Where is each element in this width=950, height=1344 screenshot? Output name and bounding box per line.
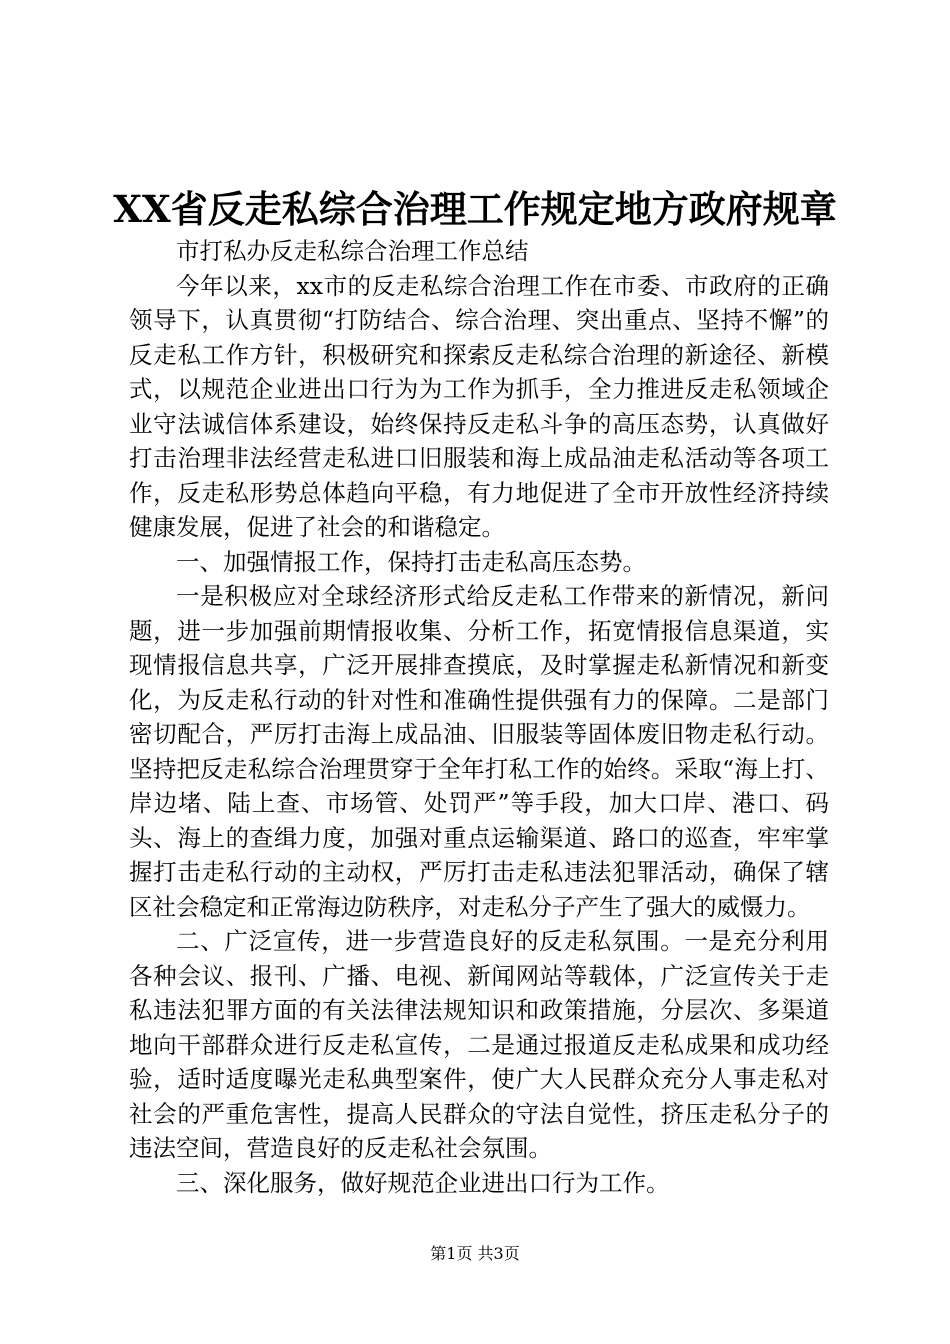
section-heading-3: 三、深化服务，做好规范企业进出口行为工作。	[176, 1168, 670, 1197]
section-heading-1: 一、加强情报工作，保持打击走私高压态势。	[176, 547, 646, 576]
paragraph-section-1: 一是积极应对全球经济形式给反走私工作带来的新情况，新问题，进一步加强前期情报收集、分析工作，拓宽情报信息渠道，实现情报信息共享，广泛开展排查摸底，及时掌握走私新情况和新变化，为反走私行动的针对性和准确性提供强有力的保障。二是部门密切配合，严厉打击海上成品油、旧服装等固体废旧物走私行动。坚持把反走私综合治理贯穿于全年打私工作的始终。采取“海上打、岸边堵、陆上查、市场管、处罚严”等手段，加大口岸、港口、码头、海上的查缉力度，加强对重点运输渠道、路口的巡查，牢牢掌握打击走私行动的主动权，严厉打击走私违法犯罪活动，确保了辖区社会稳定和正常海边防秩序，对走私分子产生了强大的威慑力。	[129, 582, 829, 921]
paragraph-subtitle: 市打私办反走私综合治理工作总结	[176, 237, 529, 265]
paragraph-section-2: 二、广泛宣传，进一步营造良好的反走私氛围。一是充分利用各种会议、报刊、广播、电视、新闻网站等载体，广泛宣传关于走私违法犯罪方面的有关法律法规知识和政策措施，分层次、多渠道地向干部群众进行反走私宣传，二是通过报道反走私成果和成功经验，适时适度曝光走私典型案件，使广大人民群众充分人事走私对社会的严重危害性，提高人民群众的守法自觉性，挤压走私分子的违法空间，营造良好的反走私社会氛围。	[129, 927, 829, 1162]
paragraph-intro: 今年以来，xx市的反走私综合治理工作在市委、市政府的正确领导下，认真贯彻“打防结合、综合治理、突出重点、坚持不懈”的反走私工作方针，积极研究和探索反走私综合治理的新途径、新模式，以规范企业进出口行为为工作为抓手，全力推进反走私领域企业守法诚信体系建设，始终保持反走私斗争的高压态势，认真做好打击治理非法经营走私进口旧服装和海上成品油走私活动等各项工作，反走私形势总体趋向平稳，有力地促进了全市开放性经济持续健康发展，促进了社会的和谐稳定。	[129, 271, 829, 541]
document-title: XX省反走私综合治理工作规定地方政府规章	[113, 187, 837, 231]
document-body	[129, 234, 829, 1200]
page-footer: 第1页 共3页	[430, 1244, 520, 1263]
